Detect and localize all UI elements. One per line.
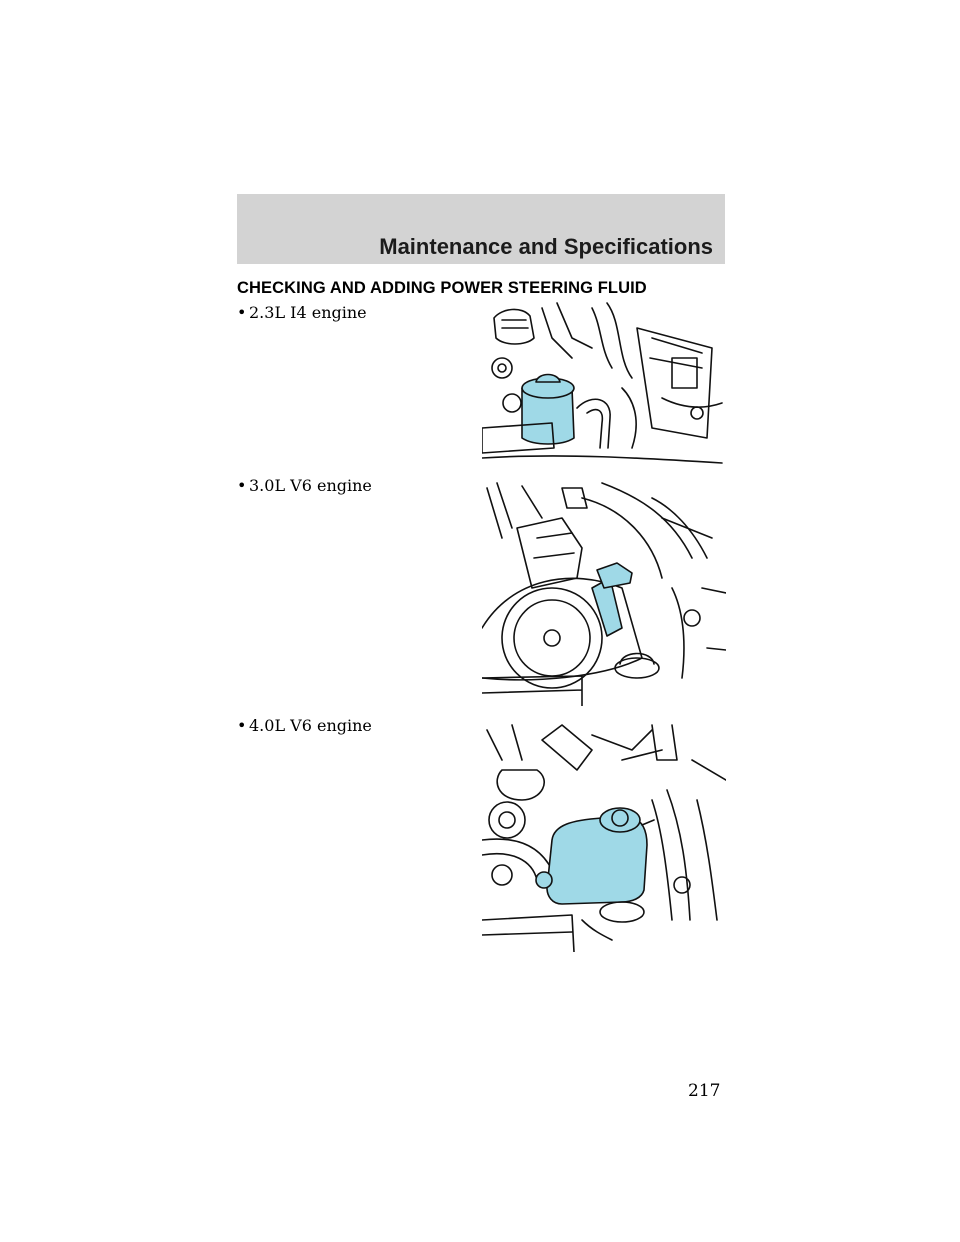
section-title: Maintenance and Specifications [379,234,713,259]
engine-illustration-2-3l-icon [482,298,726,468]
page-heading: CHECKING AND ADDING POWER STEERING FLUID [237,279,647,297]
engine-illustration-4-0l-icon [482,720,726,952]
engine-label: 2.3L I4 engine [249,303,367,322]
engine-label: 4.0L V6 engine [249,716,372,735]
bullet-glyph: • [237,716,247,735]
bullet-glyph: • [237,476,247,495]
bullet-glyph: • [237,303,247,322]
engine-item-2-3l [237,303,367,322]
engine-illustration-3-0l-icon [482,478,726,706]
engine-item-4-0l [237,716,372,735]
engine-item-3-0l [237,476,372,495]
page-number: 217 [688,1081,721,1101]
header-band [237,194,725,264]
engine-label: 3.0L V6 engine [249,476,372,495]
